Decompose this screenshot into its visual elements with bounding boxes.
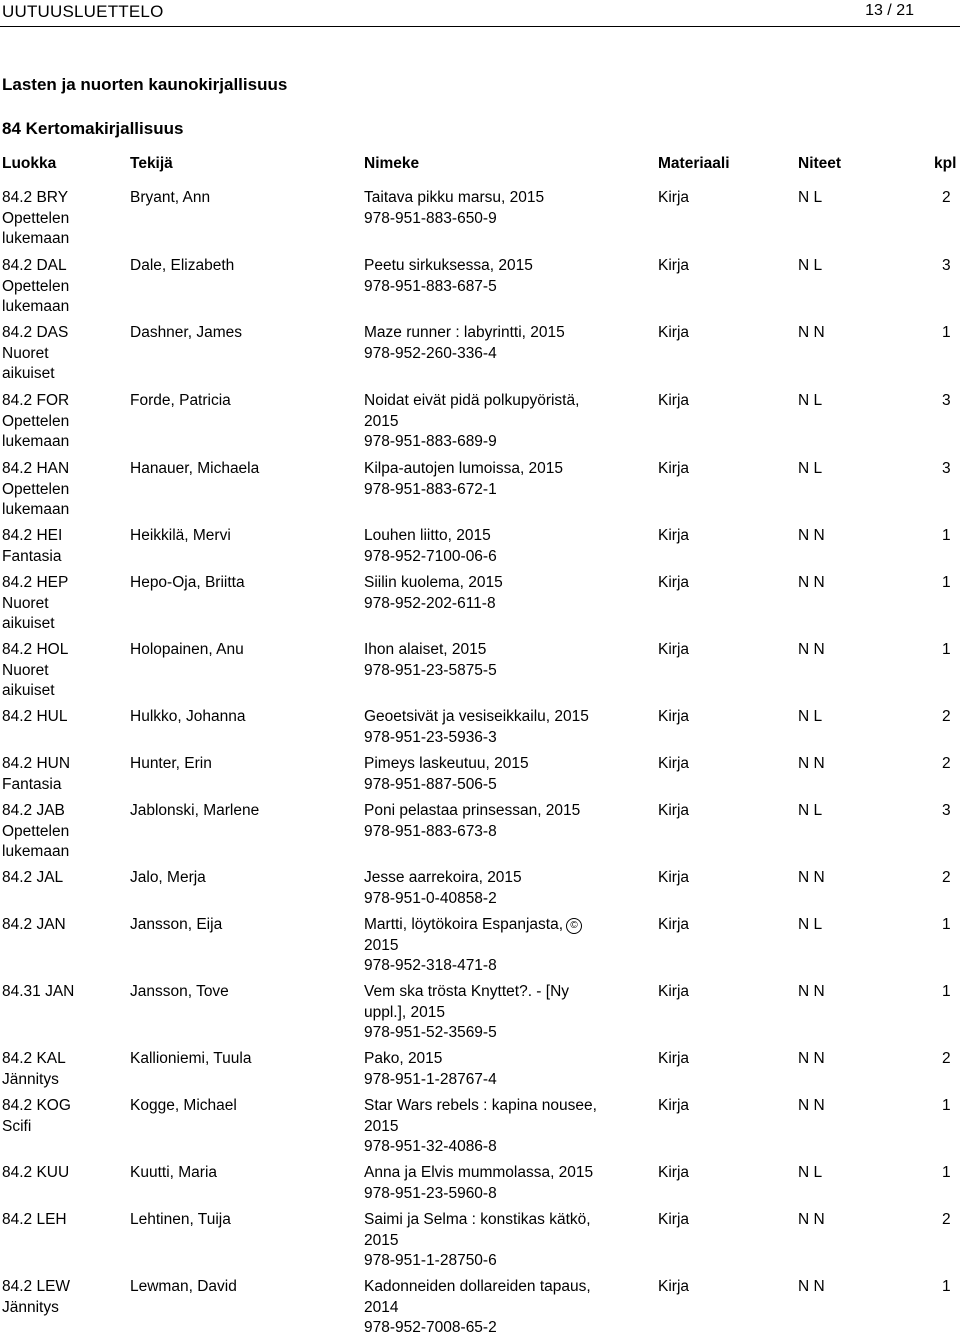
cell-kpl-line: 2	[942, 708, 951, 725]
cell-luokka	[2, 256, 117, 318]
cell-tekija-line: Dale, Elizabeth	[130, 257, 235, 274]
cell-luokka	[2, 801, 117, 863]
cell-niteet	[798, 391, 878, 412]
column-header-niteet: Niteet	[798, 155, 842, 172]
cell-materiaali	[658, 526, 738, 547]
cell-niteet	[798, 754, 878, 775]
page-indicator: 13 / 21	[865, 2, 914, 19]
cell-luokka	[2, 1163, 117, 1184]
cell-materiaali	[658, 982, 738, 1003]
cell-materiaali	[658, 1096, 738, 1117]
cell-tekija	[130, 868, 355, 889]
cell-kpl-line: 1	[942, 916, 951, 933]
section-title: Lasten ja nuorten kaunokirjallisuus	[2, 75, 288, 94]
cell-nimeke	[364, 256, 614, 297]
cell-luokka-line: Jännitys	[2, 1070, 59, 1088]
cell-kpl	[942, 707, 960, 728]
cell-luokka-line: 84.2 HEP	[2, 574, 69, 591]
cell-kpl-line: 3	[942, 460, 951, 477]
column-header-luokka: Luokka	[2, 155, 57, 172]
cell-nimeke-line: 978-951-883-673-8	[364, 822, 497, 840]
cell-niteet-line: N N	[798, 1050, 825, 1067]
cell-materiaali	[658, 915, 738, 936]
cell-nimeke-line: Maze runner : labyrintti, 2015	[364, 324, 565, 341]
cell-tekija	[130, 526, 355, 547]
cell-kpl-line: 3	[942, 802, 951, 819]
cell-niteet	[798, 459, 878, 480]
cell-niteet	[798, 1163, 878, 1184]
cell-tekija-line: Forde, Patricia	[130, 392, 231, 409]
cell-kpl	[942, 459, 960, 480]
cell-niteet-line: N L	[798, 802, 823, 819]
cell-niteet	[798, 323, 878, 344]
cell-nimeke	[364, 1277, 614, 1339]
cell-niteet-line: N L	[798, 392, 823, 409]
cell-materiaali-line: Kirja	[658, 1164, 690, 1181]
cell-luokka	[2, 754, 117, 795]
cell-tekija-line: Kuutti, Maria	[130, 1164, 218, 1181]
cell-luokka-line: 84.31 JAN	[2, 983, 75, 1000]
cell-nimeke	[364, 573, 614, 614]
cell-niteet	[798, 640, 878, 661]
cell-kpl-line: 1	[942, 1278, 951, 1295]
cell-tekija	[130, 256, 355, 277]
cell-materiaali	[658, 323, 738, 344]
cell-luokka-line: aikuiset	[2, 615, 55, 632]
cell-nimeke-line: 2015	[364, 412, 399, 430]
cell-luokka	[2, 323, 117, 385]
cell-niteet-line: N L	[798, 257, 823, 274]
cell-luokka-line: 84.2 JAB	[2, 802, 65, 819]
cell-kpl	[942, 868, 960, 889]
cell-luokka-line: 84.2 DAS	[2, 324, 69, 341]
cell-materiaali	[658, 188, 738, 209]
cell-kpl-line: 2	[942, 755, 951, 772]
cell-materiaali-line: Kirja	[658, 257, 690, 274]
cell-kpl	[942, 982, 960, 1003]
cell-tekija-line: Kallioniemi, Tuula	[130, 1050, 252, 1067]
cell-nimeke-line: Star Wars rebels : kapina nousee,	[364, 1097, 597, 1114]
cell-luokka-line: lukemaan	[2, 501, 70, 518]
cell-niteet-line: N N	[798, 574, 825, 591]
cell-nimeke	[364, 526, 614, 567]
cell-materiaali-line: Kirja	[658, 983, 690, 1000]
cell-luokka-line: 84.2 HUN	[2, 755, 71, 772]
cell-kpl	[942, 391, 960, 412]
cell-materiaali	[658, 459, 738, 480]
cell-nimeke	[364, 391, 614, 453]
cell-luokka-line: lukemaan	[2, 230, 70, 247]
cell-materiaali-line: Kirja	[658, 869, 690, 886]
cell-niteet	[798, 707, 878, 728]
cell-materiaali	[658, 391, 738, 412]
cell-tekija-line: Hunter, Erin	[130, 755, 212, 772]
cell-luokka-line: Opettelen	[2, 209, 70, 227]
cell-nimeke-line: Pako, 2015	[364, 1050, 443, 1067]
cell-luokka	[2, 982, 117, 1003]
cell-luokka-line: aikuiset	[2, 682, 55, 699]
cell-tekija-line: Bryant, Ann	[130, 189, 211, 206]
cell-materiaali	[658, 801, 738, 822]
cell-kpl-line: 1	[942, 983, 951, 1000]
cell-nimeke-line: 978-951-883-672-1	[364, 480, 497, 498]
cell-luokka	[2, 1049, 117, 1090]
cell-kpl	[942, 1049, 960, 1070]
column-header-materiaali: Materiaali	[658, 155, 730, 172]
cell-niteet	[798, 526, 878, 547]
cell-nimeke-line: 978-951-23-5936-3	[364, 728, 497, 746]
cell-materiaali	[658, 1210, 738, 1231]
cell-nimeke-line: 978-951-32-4086-8	[364, 1138, 497, 1155]
document-title: UUTUUSLUETTELO	[2, 2, 164, 21]
cell-materiaali	[658, 1163, 738, 1184]
cell-luokka-line: Jännitys	[2, 1298, 59, 1316]
cell-luokka	[2, 1096, 117, 1137]
cell-materiaali-line: Kirja	[658, 1097, 690, 1114]
cell-nimeke-line: Kadonneiden dollareiden tapaus,	[364, 1278, 591, 1295]
cell-niteet-line: N N	[798, 1278, 825, 1295]
cell-nimeke-line: Martti, löytökoira Espanjasta, ©	[364, 915, 614, 936]
cell-materiaali-line: Kirja	[658, 460, 690, 477]
cell-nimeke	[364, 459, 614, 500]
cell-tekija-line: Heikkilä, Mervi	[130, 527, 231, 544]
cell-kpl	[942, 1096, 960, 1117]
cell-nimeke	[364, 640, 614, 681]
cell-niteet	[798, 573, 878, 594]
cell-luokka-line: Opettelen	[2, 277, 70, 295]
cell-kpl	[942, 1210, 960, 1231]
cell-luokka-line: 84.2 HOL	[2, 641, 69, 658]
cell-luokka	[2, 526, 117, 567]
cell-nimeke-line: Noidat eivät pidä polkupyöristä,	[364, 392, 580, 409]
cell-niteet-line: N N	[798, 1211, 825, 1228]
cell-nimeke-line: Poni pelastaa prinsessan, 2015	[364, 802, 581, 819]
cell-tekija	[130, 459, 355, 480]
cell-luokka-line: Fantasia	[2, 547, 62, 565]
cell-tekija-line: Dashner, James	[130, 324, 242, 341]
cell-kpl-line: 3	[942, 392, 951, 409]
cell-kpl	[942, 1277, 960, 1298]
cell-nimeke-line: Taitava pikku marsu, 2015	[364, 189, 545, 206]
cell-tekija	[130, 801, 355, 822]
cell-kpl-line: 2	[942, 1211, 951, 1228]
cell-niteet-line: N N	[798, 641, 825, 658]
cell-tekija-line: Hepo-Oja, Briitta	[130, 574, 245, 591]
cell-materiaali-line: Kirja	[658, 574, 690, 591]
cell-nimeke-line: 978-952-7008-65-2	[364, 1319, 497, 1336]
subsection-title: 84 Kertomakirjallisuus	[2, 119, 184, 138]
cell-nimeke-line: Peetu sirkuksessa, 2015	[364, 257, 533, 274]
cell-nimeke-line: Anna ja Elvis mummolassa, 2015	[364, 1164, 594, 1181]
cell-luokka-line: 84.2 JAL	[2, 869, 64, 886]
cell-nimeke-line: 978-952-318-471-8	[364, 957, 497, 974]
cell-materiaali-line: Kirja	[658, 708, 690, 725]
column-header-tekija: Tekijä	[130, 155, 173, 172]
cell-nimeke-line: Louhen liitto, 2015	[364, 527, 491, 544]
cell-nimeke-line: 978-951-883-687-5	[364, 277, 497, 295]
cell-materiaali-line: Kirja	[658, 1211, 690, 1228]
cell-luokka	[2, 915, 117, 936]
cell-tekija-line: Kogge, Michael	[130, 1097, 237, 1114]
cell-tekija	[130, 1277, 355, 1298]
cell-kpl	[942, 754, 960, 775]
cell-nimeke-line: 978-951-887-506-5	[364, 775, 497, 793]
cell-tekija-line: Jansson, Tove	[130, 983, 229, 1000]
cell-nimeke-line: 2015	[364, 1117, 399, 1135]
cell-kpl-line: 2	[942, 869, 951, 886]
cell-materiaali-line: Kirja	[658, 324, 690, 341]
cell-nimeke-line: 978-951-0-40858-2	[364, 889, 497, 907]
cell-luokka-line: 84.2 HUL	[2, 708, 68, 725]
cell-materiaali	[658, 640, 738, 661]
cell-nimeke-line: Geoetsivät ja vesiseikkailu, 2015	[364, 708, 589, 725]
cell-materiaali	[658, 256, 738, 277]
cell-tekija	[130, 707, 355, 728]
cell-kpl-line: 2	[942, 1050, 951, 1067]
cell-niteet-line: N L	[798, 189, 823, 206]
cell-niteet-line: N N	[798, 527, 825, 544]
cell-kpl-line: 2	[942, 189, 951, 206]
cell-niteet-line: N N	[798, 983, 825, 1000]
cell-luokka-line: Nuoret	[2, 661, 49, 679]
cell-luokka-line: 84.2 FOR	[2, 392, 70, 409]
cell-luokka	[2, 707, 117, 728]
cell-kpl	[942, 573, 960, 594]
cell-tekija	[130, 754, 355, 775]
cell-luokka-line: 84.2 KAL	[2, 1050, 66, 1067]
cell-tekija-line: Hulkko, Johanna	[130, 708, 246, 725]
cell-kpl	[942, 256, 960, 277]
cell-nimeke	[364, 188, 614, 229]
cell-luokka-line: Nuoret	[2, 344, 49, 362]
cell-niteet	[798, 868, 878, 889]
cell-tekija-line: Jablonski, Marlene	[130, 802, 260, 819]
cell-nimeke	[364, 323, 614, 364]
cell-luokka-line: Opettelen	[2, 412, 70, 430]
cell-niteet-line: N N	[798, 755, 825, 772]
cell-luokka-line: lukemaan	[2, 843, 70, 860]
cell-kpl	[942, 801, 960, 822]
cell-nimeke	[364, 1210, 614, 1272]
cell-tekija	[130, 391, 355, 412]
column-header-kpl: kpl	[934, 155, 957, 172]
cell-luokka-line: 84.2 KUU	[2, 1164, 70, 1181]
cell-luokka-line: 84.2 HAN	[2, 460, 70, 477]
cell-materiaali-line: Kirja	[658, 641, 690, 658]
cell-tekija	[130, 323, 355, 344]
cell-luokka	[2, 459, 117, 521]
cell-materiaali	[658, 868, 738, 889]
cell-luokka-line: Nuoret	[2, 594, 49, 612]
cell-niteet	[798, 1210, 878, 1231]
cell-niteet-line: N L	[798, 1164, 823, 1181]
cell-nimeke-line: 978-951-1-28750-6	[364, 1252, 497, 1269]
cell-materiaali-line: Kirja	[658, 802, 690, 819]
cell-nimeke-line: Jesse aarrekoira, 2015	[364, 869, 522, 886]
cell-luokka-line: 84.2 KOG	[2, 1097, 71, 1114]
cell-kpl-line: 1	[942, 574, 951, 591]
cell-tekija	[130, 573, 355, 594]
cell-luokka-line: 84.2 LEH	[2, 1211, 67, 1228]
cell-nimeke-line: Saimi ja Selma : konstikas kätkö,	[364, 1211, 591, 1228]
cell-materiaali-line: Kirja	[658, 527, 690, 544]
cell-tekija-line: Lewman, David	[130, 1278, 237, 1295]
cell-nimeke	[364, 868, 614, 909]
cell-kpl-line: 1	[942, 641, 951, 658]
page-header	[0, 0, 960, 27]
cell-materiaali	[658, 1049, 738, 1070]
cell-luokka	[2, 573, 117, 635]
cell-nimeke-line: 978-951-23-5875-5	[364, 661, 497, 679]
cell-luokka-line: 84.2 JAN	[2, 916, 66, 933]
cell-kpl-line: 3	[942, 257, 951, 274]
cell-materiaali-line: Kirja	[658, 1050, 690, 1067]
cell-luokka-line: aikuiset	[2, 365, 55, 382]
cell-materiaali-line: Kirja	[658, 1278, 690, 1295]
cell-luokka	[2, 640, 117, 702]
cell-nimeke-line: 978-952-202-611-8	[364, 594, 496, 612]
cell-nimeke	[364, 1096, 614, 1158]
cell-luokka-line: Fantasia	[2, 775, 62, 793]
cell-luokka-line: Opettelen	[2, 822, 70, 840]
cell-nimeke-line: 2014	[364, 1298, 399, 1316]
table-header	[0, 155, 960, 175]
cell-niteet	[798, 1277, 878, 1298]
cell-luokka-line: lukemaan	[2, 433, 70, 450]
cell-kpl	[942, 188, 960, 209]
cell-niteet-line: N N	[798, 1097, 825, 1114]
cell-nimeke	[364, 982, 614, 1044]
cell-nimeke-line: 2015	[364, 1231, 399, 1249]
cell-tekija-line: Hanauer, Michaela	[130, 460, 260, 477]
cell-nimeke-line: Ihon alaiset, 2015	[364, 641, 487, 658]
cell-nimeke-line: uppl.], 2015	[364, 1003, 446, 1021]
cell-luokka-line: Opettelen	[2, 480, 70, 498]
cell-niteet	[798, 982, 878, 1003]
cell-tekija	[130, 1049, 355, 1070]
cell-tekija	[130, 982, 355, 1003]
cell-niteet-line: N N	[798, 324, 825, 341]
cell-tekija-line: Jalo, Merja	[130, 869, 206, 886]
cell-luokka-line: 84.2 LEW	[2, 1278, 71, 1295]
cell-niteet-line: N L	[798, 916, 823, 933]
cell-niteet	[798, 801, 878, 822]
cell-materiaali	[658, 1277, 738, 1298]
cell-materiaali-line: Kirja	[658, 916, 690, 933]
cell-niteet	[798, 1096, 878, 1117]
cell-materiaali-line: Kirja	[658, 189, 690, 206]
cell-nimeke-line: Vem ska trösta Knyttet?. - [Ny	[364, 983, 570, 1000]
cell-nimeke-line: 978-951-52-3569-5	[364, 1024, 497, 1041]
cell-nimeke	[364, 707, 614, 748]
cell-niteet	[798, 1049, 878, 1070]
cell-kpl	[942, 526, 960, 547]
cell-materiaali-line: Kirja	[658, 392, 690, 409]
cell-niteet	[798, 256, 878, 277]
copyright-icon: ©	[566, 918, 582, 934]
cell-kpl	[942, 915, 960, 936]
cell-tekija	[130, 188, 355, 209]
cell-luokka	[2, 188, 117, 250]
cell-nimeke	[364, 1163, 614, 1204]
cell-tekija-line: Lehtinen, Tuija	[130, 1211, 231, 1228]
cell-niteet-line: N N	[798, 869, 825, 886]
cell-tekija-line: Jansson, Eija	[130, 916, 223, 933]
cell-nimeke-line: 978-951-883-689-9	[364, 433, 497, 450]
column-header-nimeke: Nimeke	[364, 155, 420, 172]
cell-luokka	[2, 391, 117, 453]
cell-nimeke-line: Pimeys laskeutuu, 2015	[364, 755, 529, 772]
cell-niteet	[798, 188, 878, 209]
cell-nimeke-line: Kilpa-autojen lumoissa, 2015	[364, 460, 564, 477]
cell-kpl-line: 1	[942, 1097, 951, 1114]
cell-luokka	[2, 1277, 117, 1318]
cell-nimeke-line: 978-951-883-650-9	[364, 209, 497, 227]
cell-luokka	[2, 1210, 117, 1231]
cell-materiaali	[658, 707, 738, 728]
cell-kpl	[942, 640, 960, 661]
cell-nimeke	[364, 754, 614, 795]
cell-nimeke-line: 978-952-7100-06-6	[364, 547, 497, 565]
cell-kpl	[942, 1163, 960, 1184]
cell-nimeke	[364, 801, 614, 842]
cell-nimeke-line: 2015	[364, 936, 399, 954]
cell-kpl-line: 1	[942, 527, 951, 544]
cell-kpl-line: 1	[942, 1164, 951, 1181]
cell-luokka-line: Scifi	[2, 1117, 32, 1135]
cell-luokka-line: 84.2 HEI	[2, 527, 63, 544]
cell-tekija	[130, 1096, 355, 1117]
cell-tekija	[130, 640, 355, 661]
cell-tekija	[130, 1210, 355, 1231]
cell-tekija	[130, 1163, 355, 1184]
cell-kpl-line: 1	[942, 324, 951, 341]
cell-niteet-line: N L	[798, 460, 823, 477]
cell-nimeke-line: 978-952-260-336-4	[364, 344, 497, 362]
cell-luokka-line: lukemaan	[2, 298, 70, 315]
cell-materiaali-line: Kirja	[658, 755, 690, 772]
cell-niteet	[798, 915, 878, 936]
cell-nimeke-line: Siilin kuolema, 2015	[364, 574, 503, 591]
cell-nimeke-line: 978-951-1-28767-4	[364, 1070, 497, 1088]
cell-nimeke-line: 978-951-23-5960-8	[364, 1184, 497, 1202]
cell-tekija	[130, 915, 355, 936]
cell-nimeke	[364, 915, 614, 977]
cell-materiaali	[658, 754, 738, 775]
cell-kpl	[942, 323, 960, 344]
cell-nimeke	[364, 1049, 614, 1090]
cell-niteet-line: N L	[798, 708, 823, 725]
cell-tekija-line: Holopainen, Anu	[130, 641, 244, 658]
cell-luokka	[2, 868, 117, 889]
cell-luokka-line: 84.2 DAL	[2, 257, 67, 274]
cell-luokka-line: 84.2 BRY	[2, 189, 69, 206]
cell-materiaali	[658, 573, 738, 594]
